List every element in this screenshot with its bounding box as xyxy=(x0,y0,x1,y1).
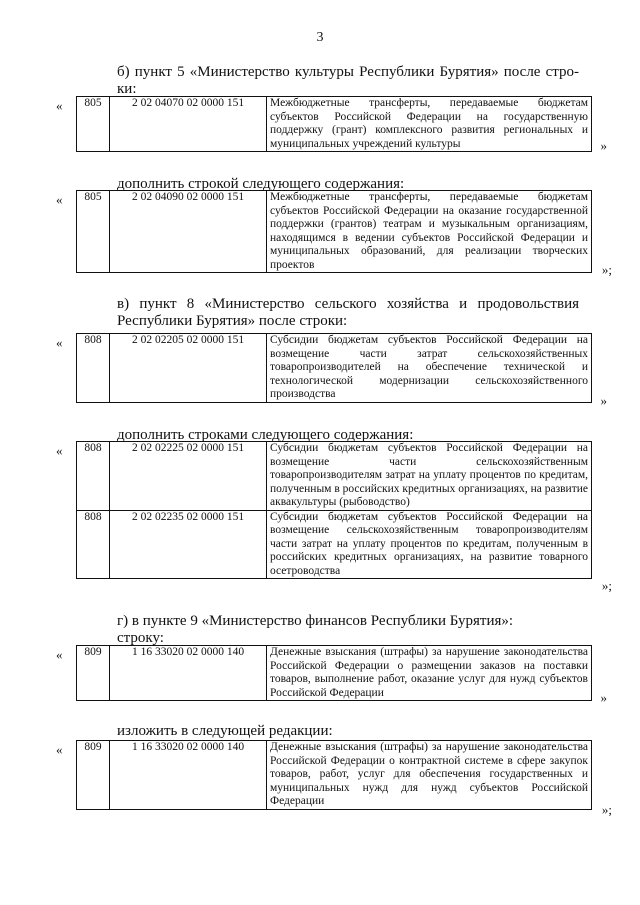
table-row xyxy=(77,741,592,810)
table-row xyxy=(77,334,592,403)
table-row xyxy=(77,510,592,579)
admin-code: 805 xyxy=(77,191,110,273)
budget-code: 1 16 33020 02 0000 140 xyxy=(110,741,267,810)
open-quote: « xyxy=(56,443,63,458)
budget-code: 2 02 02205 02 0000 151 xyxy=(110,334,267,403)
budget-code: 2 02 04070 02 0000 151 xyxy=(110,97,267,152)
admin-code: 808 xyxy=(77,442,110,511)
section-g-edit-heading: изложить в следующей редакции: xyxy=(117,723,333,739)
income-description: Межбюджетные трансферты, передаваемые бюджетам субъектов Российской Федерации на оказание государственной поддержки (грантов) театрам и музыкальным организациям, находящимся в ведении субъектов Российской Федерации и муниципальных образований, для реализации творческих проектов xyxy=(267,191,592,273)
income-description: Денежные взыскания (штрафы) за нарушение законодательства Российской Федерации о размещении заказов на поставки товаров, выполнение работ, оказание услуг для нужд субъектов Российской Федерации xyxy=(267,646,592,701)
table-row xyxy=(77,442,592,511)
open-quote: « xyxy=(56,647,63,662)
income-description: Субсидии бюджетам субъектов Российской Федерации на возмещение сельскохозяйственным товаропроизводителям части затрат на уплату процентов по кредитам, полученным в российских кредитных организациях, на развитие товарного осетроводства xyxy=(267,510,592,579)
admin-code: 808 xyxy=(77,510,110,579)
admin-code: 808 xyxy=(77,334,110,403)
admin-code: 809 xyxy=(77,646,110,701)
table-row xyxy=(77,191,592,273)
table-row xyxy=(77,97,592,152)
income-description: Субсидии бюджетам субъектов Российской Федерации на возмещение части затрат сельскохозяйственных товаропроизводителей на обеспечение технической и технологической модернизации сельскохозяйственного производства xyxy=(267,334,592,403)
open-quote: « xyxy=(56,192,63,207)
section-b-heading: б) пункт 5 «Министерство культуры Республики Бурятия» после стро-ки: xyxy=(117,64,579,97)
income-description: Межбюджетные трансферты, передаваемые бюджетам субъектов Российской Федерации на государственную поддержку (грант) комплексного развития региональных и муниципальных учреждений культуры xyxy=(267,97,592,152)
section-g-subheading: строку: xyxy=(117,630,164,646)
income-description: Денежные взыскания (штрафы) за нарушение законодательства Российской Федерации о контрактной системе в сфере закупок товаров, работ, услуг для обеспечения государственных и муниципальных нужд для нужд субъектов Российской Федерации xyxy=(267,741,592,810)
section-b-add-heading: дополнить строкой следующего содержания: xyxy=(117,176,405,192)
open-quote: « xyxy=(56,98,63,113)
admin-code: 805 xyxy=(77,97,110,152)
budget-code: 1 16 33020 02 0000 140 xyxy=(110,646,267,701)
admin-code: 809 xyxy=(77,741,110,810)
section-g-heading: г) в пункте 9 «Министерство финансов Республики Бурятия»: xyxy=(117,613,514,629)
section-v-heading: в) пункт 8 «Министерство сельского хозяйства и продовольствия Республики Бурятия» после строки: xyxy=(117,296,579,329)
income-description: Субсидии бюджетам субъектов Российской Федерации на возмещение части сельскохозяйственным товаропроизводителям затрат на уплату процентов по кредитам, полученным в российских кредитных организациях, на развитие аквакультуры (рыбоводство) xyxy=(267,442,592,511)
section-v-add-heading: дополнить строками следующего содержания: xyxy=(117,427,414,443)
open-quote: « xyxy=(56,335,63,350)
budget-code: 2 02 02235 02 0000 151 xyxy=(110,510,267,579)
open-quote: « xyxy=(56,742,63,757)
budget-code: 2 02 04090 02 0000 151 xyxy=(110,191,267,273)
page-number: 3 xyxy=(316,30,324,45)
budget-code: 2 02 02225 02 0000 151 xyxy=(110,442,267,511)
table-row xyxy=(77,646,592,701)
